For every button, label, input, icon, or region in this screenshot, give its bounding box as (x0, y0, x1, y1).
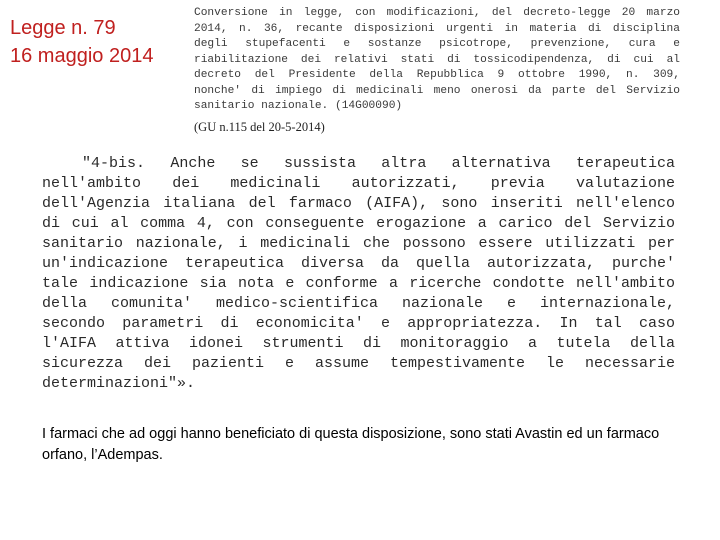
header-line: decreto del Presidente della Repubblica 9 ottobre 1990, n. 309, (194, 69, 680, 81)
excerpt-line: sanitario nazionale, i medicinali che possono essere utilizzati per (42, 235, 675, 252)
header-line: riabilitazione dei relativi stati di tossicodipendenza, di cui al (194, 53, 680, 66)
excerpt-line: della comunita' medico-scientifica nazionale e internazionale, (42, 295, 675, 312)
law-title (10, 14, 153, 70)
excerpt-line: un'indicazione terapeutica diversa da quella autorizzata, purche' (42, 255, 675, 272)
law-number: Legge n. 79 (10, 17, 116, 39)
commentary-text: I farmaci che ad oggi hanno beneficiato di questa disposizione, sono stati Avastin ed un farmaco orfano, l’Adempas. (42, 426, 660, 463)
excerpt-line: di cui al comma 4, con conseguente erogazione a carico del Servizio (42, 215, 675, 232)
excerpt-line: sicurezza dei pazienti e assume tempestivamente le necessarie (42, 355, 675, 372)
header-line: 2014, n. 36, recante disposizioni urgenti in materia di disciplina (194, 22, 680, 35)
header-line: Conversione in legge, con modificazioni, del decreto-legge 20 marzo (194, 7, 680, 19)
header-line: degli stupefacenti e sostanze psicotrope, prevenzione, cura e (194, 38, 680, 50)
gazette-reference: (GU n.115 del 20-5-2014) (194, 120, 325, 134)
excerpt-line: dell'Agenzia italiana del farmaco (AIFA), sono inseriti nell'elenco (42, 195, 675, 212)
gazette-header (194, 6, 680, 115)
excerpt-line: l'AIFA attiva idonei strumenti di monitoraggio a tutela della (42, 335, 675, 352)
law-excerpt (42, 154, 675, 394)
excerpt-line: "4-bis. Anche se sussista altra alternativa terapeutica (82, 155, 675, 172)
header-line: nonche' di impiego di medicinali meno onerosi da parte del Servizio (194, 84, 680, 97)
excerpt-line: tale indicazione sia nota e conforme a ricerche condotte nell'ambito (42, 275, 675, 292)
excerpt-line: secondo parametri di economicita' e appropriatezza. In tal caso (42, 315, 675, 332)
law-date: 16 maggio 2014 (10, 45, 154, 67)
excerpt-line: nell'ambito dei medicinali autorizzati, previa valutazione (42, 175, 675, 192)
excerpt-line: determinazioni"». (42, 375, 196, 392)
header-line: sanitario nazionale. (14G00090) (194, 100, 403, 112)
